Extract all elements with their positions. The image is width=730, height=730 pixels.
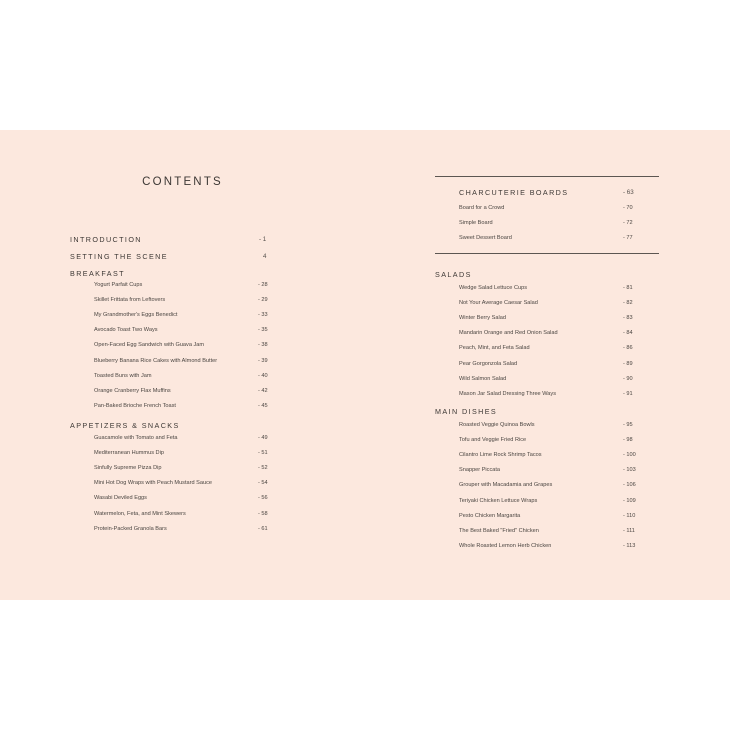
page-number: - 51	[258, 450, 268, 457]
list-item: Cilantro Lime Rock Shrimp Tacos	[459, 452, 542, 459]
page-number: - 113	[623, 542, 636, 549]
list-item: Winter Berry Salad	[459, 315, 506, 322]
page-number: - 35	[258, 327, 268, 334]
list-item: Grouper with Macadamia and Grapes	[459, 482, 553, 489]
setting-the-scene-page-number: 4	[263, 253, 267, 260]
section-appetizers-snacks: APPETIZERS & SNACKS	[70, 421, 180, 430]
page-number: - 58	[258, 510, 268, 517]
charcuterie-bottom-rule	[435, 253, 659, 254]
page-number: - 90	[623, 375, 633, 382]
list-item: Blueberry Banana Rice Cakes with Almond Butter	[94, 357, 218, 364]
page-number: - 45	[258, 402, 268, 409]
list-item: Roasted Veggie Quinoa Bowls	[459, 422, 535, 428]
page-number: - 111	[623, 527, 635, 534]
list-item: Whole Roasted Lemon Herb Chicken	[459, 542, 552, 549]
page-number: - 72	[623, 220, 633, 226]
list-item: Wedge Salad Lettuce Cups	[459, 285, 527, 291]
page-number: - 98	[623, 437, 633, 444]
page-number: - 77	[623, 235, 633, 241]
list-item: Pear Gorgonzola Salad	[459, 360, 518, 367]
list-item: Guacamole with Tomato and Feta	[94, 435, 178, 441]
page-number: - 83	[623, 315, 633, 322]
list-item: Tofu and Veggie Fried Rice	[459, 437, 527, 444]
list-item: Mini Hot Dog Wraps with Peach Mustard Sauce	[94, 480, 213, 487]
list-item: Sinfully Supreme Pizza Dip	[94, 465, 162, 472]
list-item: Avocado Toast Two Ways	[94, 327, 158, 334]
page-number: - 52	[258, 465, 268, 472]
page-number: - 40	[258, 372, 268, 379]
list-item: Mason Jar Salad Dressing Three Ways	[459, 390, 556, 397]
section-salads: SALADS	[435, 270, 472, 279]
list-item: Not Your Average Caesar Salad	[459, 300, 538, 307]
page-number: - 42	[258, 387, 268, 394]
page-number: - 81	[623, 285, 633, 291]
page-number: - 33	[258, 312, 268, 319]
list-item: Mediterranean Hummus Dip	[94, 450, 164, 457]
page-number: - 109	[623, 497, 636, 504]
list-item: Pesto Chicken Margarita	[459, 512, 521, 519]
page-number: - 70	[623, 205, 633, 211]
page-number: - 91	[623, 390, 633, 397]
list-item: Simple Board	[459, 220, 493, 226]
page-number: - 61	[258, 525, 268, 532]
section-charcuterie-boards: CHARCUTERIE BOARDS	[459, 188, 569, 197]
page-number: - 49	[258, 435, 268, 441]
list-item: Pan-Baked Brioche French Toast	[94, 402, 176, 409]
page-number: - 95	[623, 422, 633, 428]
section-breakfast: BREAKFAST	[70, 269, 125, 278]
page-number: - 100	[623, 452, 636, 459]
contents-title: CONTENTS	[142, 176, 223, 188]
page-number: - 38	[258, 342, 268, 349]
list-item: My Grandmother's Eggs Benedict	[94, 312, 178, 319]
section-setting-the-scene: SETTING THE SCENE	[70, 252, 168, 261]
page-number: - 28	[258, 282, 268, 288]
list-item: Board for a Crowd	[459, 205, 505, 211]
page-number: - 89	[623, 360, 633, 367]
list-item: Wild Salmon Salad	[459, 375, 507, 382]
list-item: Open-Faced Egg Sandwich with Guava Jam	[94, 342, 205, 349]
list-item: Sweet Dessert Board	[459, 235, 512, 241]
list-item: Watermelon, Feta, and Mint Skewers	[94, 510, 186, 517]
page-number: - 110	[623, 512, 636, 519]
page-number: - 29	[258, 297, 268, 304]
list-item: Skillet Frittata from Leftovers	[94, 297, 166, 304]
charcuterie-top-rule	[435, 176, 659, 177]
introduction-page-number: - 1	[259, 236, 267, 243]
page-number: - 56	[258, 495, 268, 502]
page-number: - 39	[258, 357, 268, 364]
list-item: Yogurt Parfait Cups	[94, 282, 143, 288]
list-item: The Best Baked "Fried" Chicken	[459, 527, 539, 534]
page-number: - 86	[623, 345, 633, 352]
charcuterie-page-number: - 63	[623, 189, 634, 196]
section-main-dishes: MAIN DISHES	[435, 407, 498, 416]
list-item: Wasabi Deviled Eggs	[94, 495, 147, 502]
page-number: - 54	[258, 480, 268, 487]
list-item: Toasted Buns with Jam	[94, 372, 152, 379]
section-introduction: INTRODUCTION	[70, 235, 142, 244]
page-number: - 82	[623, 300, 633, 307]
list-item: Orange Cranberry Flax Muffins	[94, 387, 171, 394]
list-item: Peach, Mint, and Feta Salad	[459, 345, 530, 352]
list-item: Teriyaki Chicken Lettuce Wraps	[459, 497, 538, 504]
list-item: Mandarin Orange and Red Onion Salad	[459, 330, 558, 337]
list-item: Protein-Packed Granola Bars	[94, 525, 167, 532]
page-number: - 103	[623, 467, 636, 474]
list-item: Snapper Piccata	[459, 467, 501, 474]
book-spread	[0, 130, 730, 600]
page-number: - 84	[623, 330, 633, 337]
page-number: - 106	[623, 482, 636, 489]
